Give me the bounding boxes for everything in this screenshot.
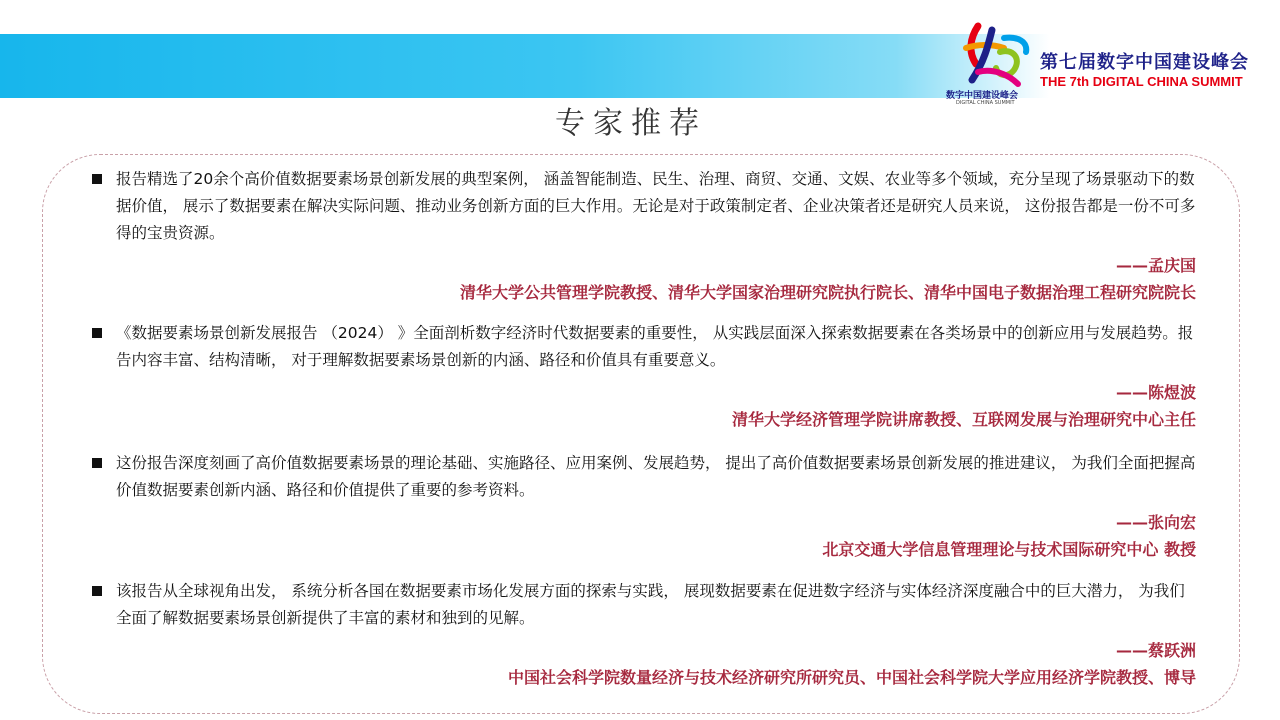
logo-caption-cn: 数字中国建设峰会: [946, 91, 1019, 101]
bullet-icon: [92, 328, 102, 338]
quote-item: [84, 166, 1196, 307]
quote-text: 这份报告深度刻画了高价值数据要素场景的理论基础、实施路径、应用案例、发展趋势， 提出了高价值数据要素场景创新发展的推进建议， 为我们全面把握高价值数据要素创新内涵、路径和价值提供了重要的参考资料。: [116, 454, 1196, 499]
summit-name-cn: 第七届数字中国建设峰会: [1040, 52, 1249, 73]
quote-author: ——孟庆国: [1115, 256, 1196, 275]
bullet-icon: [92, 458, 102, 468]
bullet-icon: [92, 174, 102, 184]
quote-item: [84, 320, 1196, 434]
quote-author: ——蔡跃洲: [1115, 641, 1196, 660]
quote-author-title: 中国社会科学院数量经济与技术经济研究所研究员、中国社会科学院大学应用经济学院教授、博导: [507, 668, 1196, 687]
quote-author: ——陈煜波: [1115, 383, 1196, 402]
quote-author: ——张向宏: [1115, 513, 1196, 532]
quote-author-title: 清华大学公共管理学院教授、清华大学国家治理研究院执行院长、清华中国电子数据治理工程研究院院长: [459, 283, 1196, 302]
quote-item: [84, 578, 1196, 692]
page-title: 专家推荐: [555, 106, 707, 141]
quote-text: 报告精选了20余个高价值数据要素场景创新发展的典型案例， 涵盖智能制造、民生、治理、商贸、交通、文娱、农业等多个领域，充分呈现了场景驱动下的数据价值， 展示了数据要素在解决实际问题、推动业务创新方面的巨大作用。无论是对于政策制定者、企业决策者还是研究人员来说， 这份报告都是一份不可多得的宝贵资源。: [116, 170, 1196, 242]
logo-caption-en: DIGITAL CHINA SUMMIT: [956, 100, 1015, 106]
quote-text: 该报告从全球视角出发， 系统分析各国在数据要素市场化发展方面的探索与实践， 展现数据要素在促进数字经济与实体经济深度融合中的巨大潜力， 为我们全面了解数据要素场景创新提供了丰富的素材和独到的见解。: [116, 582, 1185, 627]
quote-item: [84, 450, 1196, 564]
summit-logo: [940, 18, 1280, 110]
summit-name-en: THE 7th DIGITAL CHINA SUMMIT: [1040, 74, 1243, 89]
quote-author-title: 北京交通大学信息管理理论与技术国际研究中心 教授: [822, 540, 1196, 559]
quote-author-title: 清华大学经济管理学院讲席教授、互联网发展与治理研究中心主任: [731, 410, 1196, 429]
bullet-icon: [92, 586, 102, 596]
quote-text: 《数据要素场景创新发展报告 （2024） 》全面剖析数字经济时代数据要素的重要性， 从实践层面深入探索数据要素在各类场景中的创新应用与发展趋势。报告内容丰富、结构清晰， 对于理解数据要素场景创新的内涵、路径和价值具有重要意义。: [116, 324, 1194, 369]
